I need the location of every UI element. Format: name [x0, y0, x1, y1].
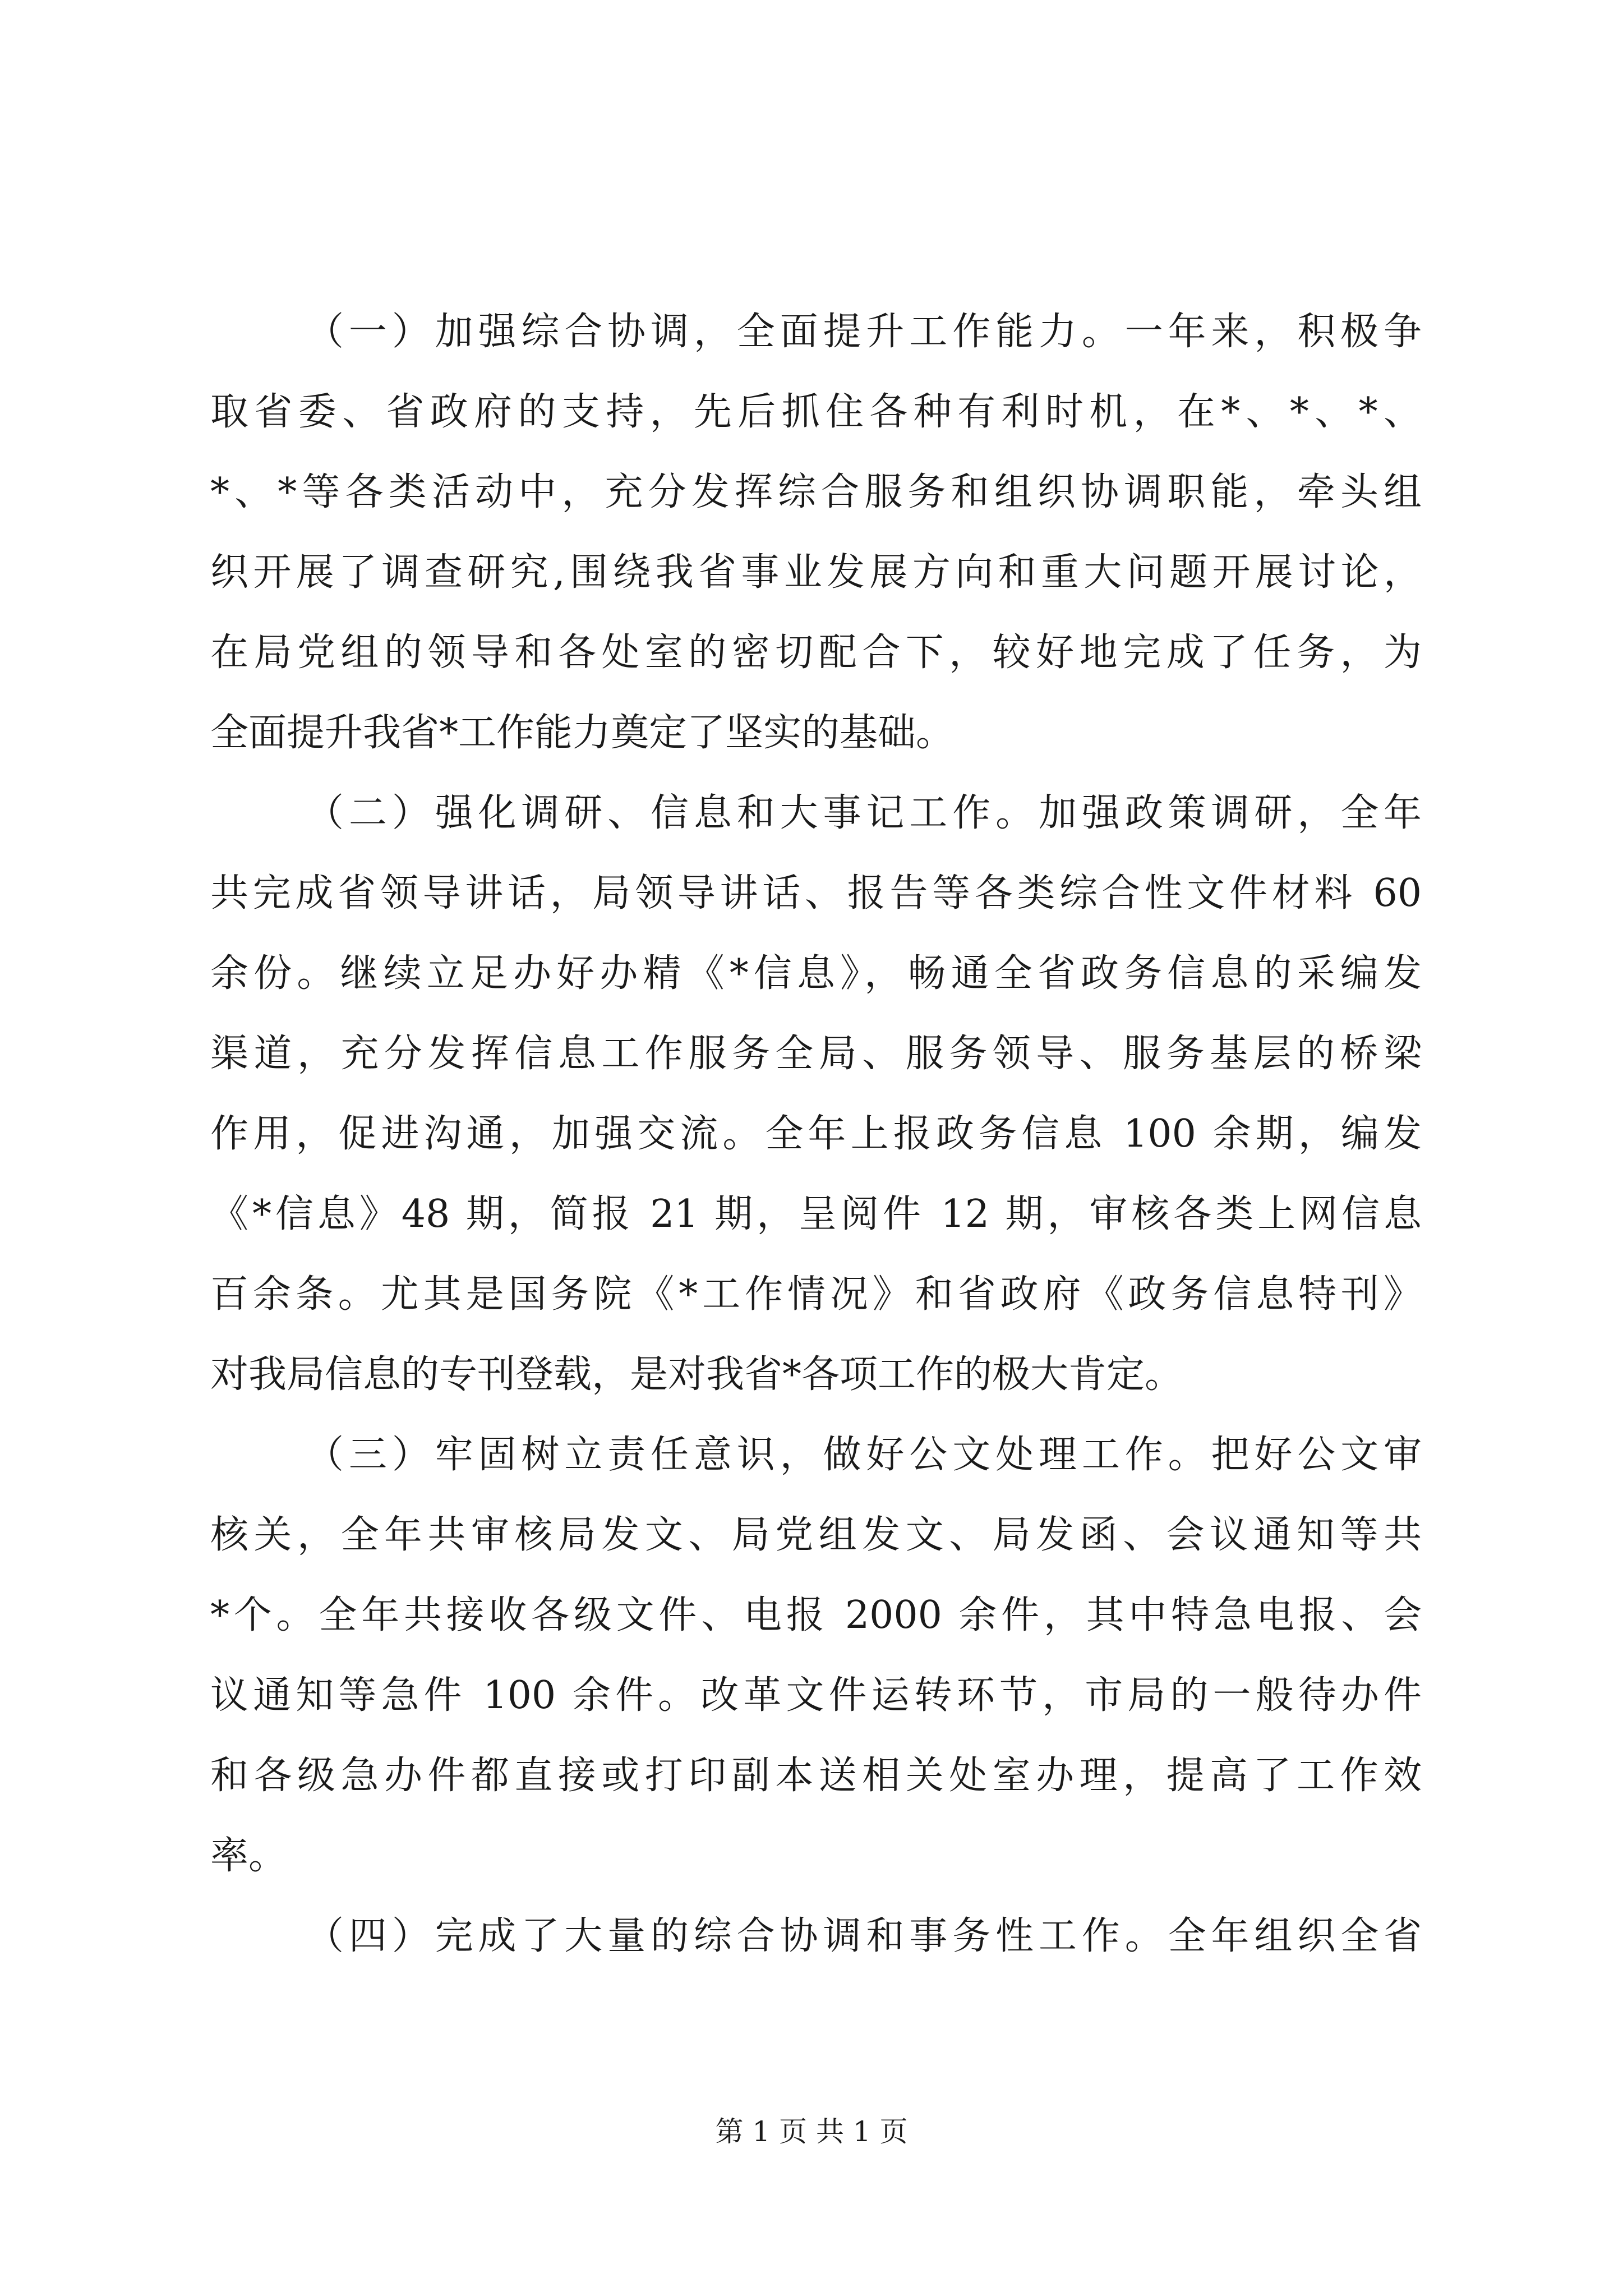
paragraph-2-line-1: （二）强化调研、信息和大事记工作。加强政策调研，全年 — [306, 791, 1422, 835]
paragraph-3-line-5: 和各级急办件都直接或打印副本送相关处室办理，提高了工作效 — [210, 1754, 1422, 1798]
paragraph-1-line-2: 取省委、省政府的支持，先后抓住各种有利时机，在*、*、*、 — [210, 390, 1422, 434]
paragraph-2-line-3: 余份。继续立足办好办精《*信息》，畅通全省政务信息的采编发 — [210, 951, 1422, 996]
paragraph-3-line-4: 议通知等急件 100 余件。改革文件运转环节，市局的一般待办件 — [210, 1673, 1422, 1718]
document-body — [210, 292, 1422, 1976]
page-number-label: 第 1 页 共 1 页 — [715, 2115, 908, 2148]
paragraph-1-line-6: 全面提升我省*工作能力奠定了坚实的基础。 — [210, 711, 955, 755]
paragraph-4-line-1: （四）完成了大量的综合协调和事务性工作。全年组织全省 — [306, 1914, 1422, 1958]
paragraph-2-line-7: 百余条。尤其是国务院《*工作情况》和省政府《政务信息特刊》 — [210, 1272, 1422, 1317]
paragraph-1-line-3: *、*等各类活动中，充分发挥综合服务和组织协调职能，牵头组 — [210, 470, 1422, 514]
paragraph-1-line-1: （一）加强综合协调，全面提升工作能力。一年来，积极争 — [306, 310, 1422, 354]
paragraph-3-line-3: *个。全年共接收各级文件、电报 2000 余件，其中特急电报、会 — [210, 1593, 1422, 1637]
paragraph-2-line-5: 作用，促进沟通，加强交流。全年上报政务信息 100 余期，编发 — [210, 1112, 1422, 1156]
paragraph-3-line-1: （三）牢固树立责任意识，做好公文处理工作。把好公文审 — [306, 1433, 1422, 1477]
paragraph-3-line-6: 率。 — [210, 1834, 287, 1878]
paragraph-1-line-5: 在局党组的领导和各处室的密切配合下，较好地完成了任务，为 — [210, 631, 1422, 675]
paragraph-3-line-2: 核关，全年共审核局发文、局党组发文、局发函、会议通知等共 — [210, 1513, 1422, 1557]
paragraph-2-line-8: 对我局信息的专刊登载，是对我省*各项工作的极大肯定。 — [210, 1352, 1183, 1397]
paragraph-2-line-4: 渠道，充分发挥信息工作服务全局、服务领导、服务基层的桥梁 — [210, 1032, 1422, 1076]
paragraph-1-line-4: 织开展了调查研究,围绕我省事业发展方向和重大问题开展讨论， — [210, 550, 1422, 595]
page-footer — [0, 2115, 1623, 2148]
paragraph-2-line-6: 《*信息》48 期，简报 21 期，呈阅件 12 期，审核各类上网信息 — [210, 1192, 1422, 1236]
paragraph-2-line-2: 共完成省领导讲话，局领导讲话、报告等各类综合性文件材料 60 — [210, 871, 1422, 915]
